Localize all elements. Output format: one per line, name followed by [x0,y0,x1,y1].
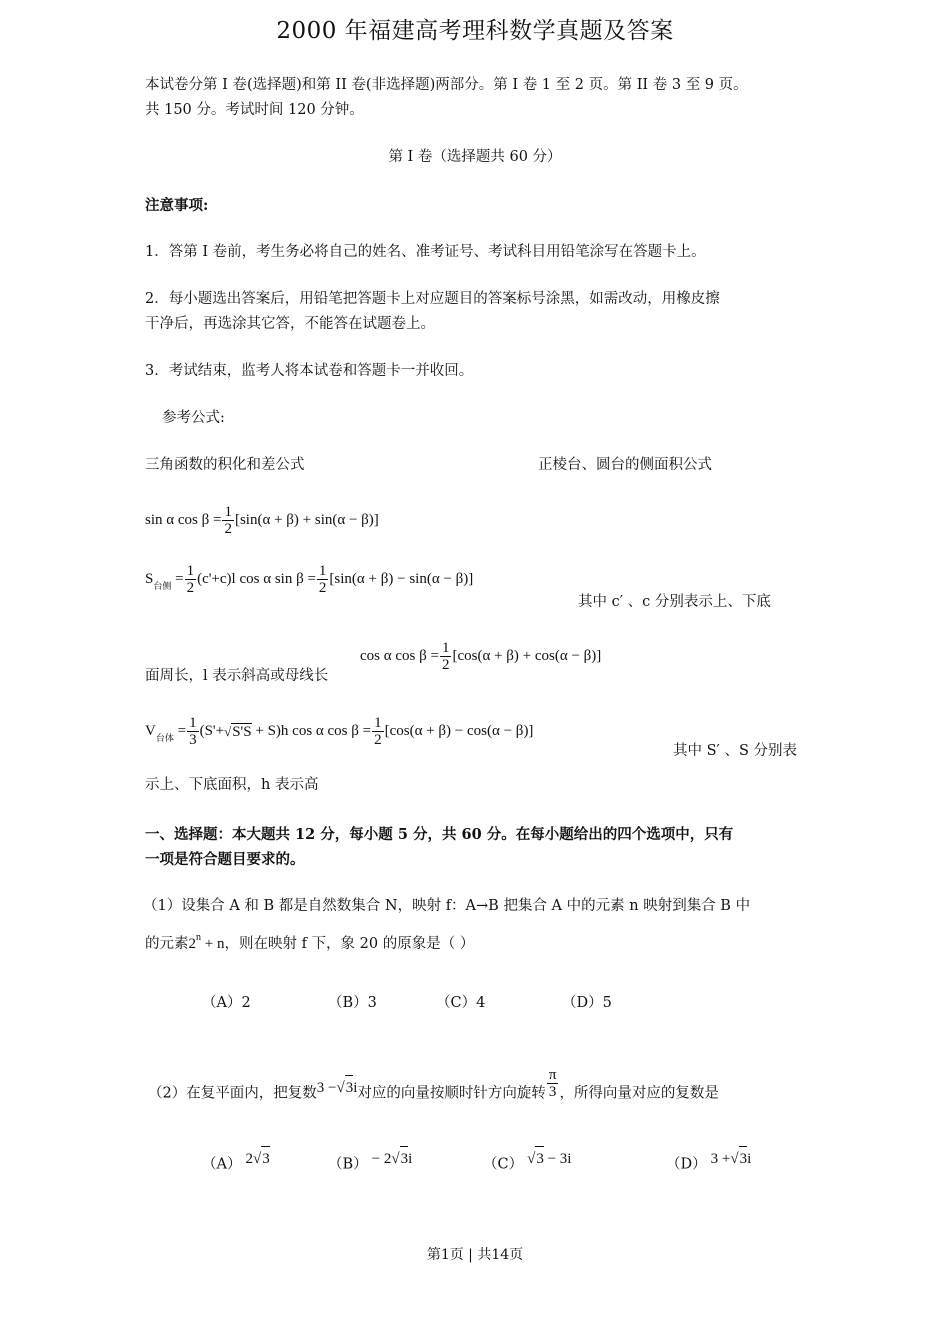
notice-item-2-line-1: 2．每小题选出答案后，用铅笔把答题卡上对应题目的答案标号涂黑，如需改动，用橡皮擦 [145,291,720,307]
formula-sin-cos: sin α cos β = $\frac{1}{2}$ [sin(α + β) + sin(α − β)] [145,504,379,537]
option-label: （B） [328,1156,368,1173]
notice-item-1: 1．答第 I 卷前，考生务必将自己的姓名、准考证号、考试科目用铅笔涂写在答题卡上。 [145,244,706,260]
note-s-line-2: 示上、下底面积，h 表示高 [145,777,319,793]
intro-line-1: 本试卷分第 I 卷(选择题)和第 II 卷(非选择题)两部分。第 I 卷 1 至 2 页。第 II 卷 3 至 9 页。 [145,77,748,93]
note-s-line-1: 其中 S′ 、S 分别表 [673,743,797,759]
intro-line-2: 共 150 分。考试时间 120 分钟。 [145,102,364,118]
option-c-expression: √ 3 − 3i [527,1146,571,1172]
question-1-option-a[interactable]: （A）2 [202,995,251,1011]
fraction-third: $\frac{1}{3}$ [189,715,197,748]
fraction-half: $\frac{1}{2}$ [318,563,327,596]
question-1-text-after: ，则在映射 f 下，象 20 的原象是（ ） [224,936,475,952]
option-label: （C） [483,1156,524,1173]
notice-item-2-line-2: 干净后，再选涂其它答，不能答在试题卷上。 [145,316,435,332]
option-b-expression: − 2 √ 3 i [372,1146,413,1172]
expression-2-power-n-plus-n: 2 n + n [188,932,225,952]
question-2-text-after: ，所得向量对应的复数是 [559,1085,719,1102]
trig-formula-heading: 三角函数的积化和差公式 [145,457,305,473]
fraction-half: $\frac{1}{2}$ [186,563,195,596]
option-label: （D） [666,1156,707,1173]
question-2-option-b[interactable] [328,1152,412,1178]
lateral-area-heading: 正棱台、圆台的侧面积公式 [538,457,712,473]
fraction-half: $\frac{1}{2}$ [374,715,382,748]
part1-heading: 第 I 卷（选择题共 60 分） [388,149,562,165]
complex-number-3-minus-sqrt3-i: 3 − √ 3 i [317,1075,358,1101]
question-2-text-middle: 对应的向量按顺时针方向旋转 [357,1085,546,1102]
fraction-half: $\frac{1}{2}$ [441,640,450,673]
question-1-text-before: 的元素 [145,936,189,952]
formula-heading: 参考公式: [162,410,225,426]
question-2-option-c[interactable] [483,1152,571,1178]
formula-cos-cos: cos α cos β = $\frac{1}{2}$ [cos(α + β) + cos(α − β)] [360,640,602,673]
section-1-line-1: 一、选择题：本大题共 12 分，每小题 5 分，共 60 分。在每小题给出的四个选项中，只有 [145,826,734,843]
question-2-option-d[interactable] [666,1152,751,1178]
question-2-text-before: （2）在复平面内，把复数 [148,1085,317,1102]
fraction-half: $\frac{1}{2}$ [224,504,232,537]
question-1-line-1: （1）设集合 A 和 B 都是自然数集合 N，映射 f：A→B 把集合 A 中的元素 n 映射到集合 B 中 [143,898,751,914]
notice-item-3: 3．考试结束，监考人将本试卷和答题卡一并收回。 [145,363,474,379]
formula-lateral-cos-sin: S 台侧 = $\frac{1}{2}$ (c'+c)l cos α sin β = $\frac{1}{2}$ [sin(α + β) − sin(α − β)] [145,563,474,596]
page-footer: 第1页 | 共14页 [426,1247,524,1263]
section-1-line-2: 一项是符合题目要求的。 [145,851,305,868]
page-title: 2000 年福建高考理科数学真题及答案 [276,18,674,44]
question-1-option-b[interactable]: （B）3 [328,995,377,1011]
fraction-pi-over-3: $\frac{\pi}{3}$ [548,1067,557,1100]
option-d-expression: 3 + √ 3 i [711,1146,752,1172]
notice-heading: 注意事项: [145,197,209,214]
option-label: （A） [202,1156,242,1173]
note-c-line-2: 面周长，l 表示斜高或母线长 [145,668,329,684]
formula-volume-cos-cos: V 台体 = $\frac{1}{3}$ (S'+ √ S'S + S)h cos α cos β = $\frac{1}{2}$ [cos(α + β) − cos(α − β)] [145,715,534,748]
question-1-option-c[interactable]: （C）4 [436,995,486,1011]
option-a-expression: 2 √ 3 [245,1146,269,1172]
question-1-line-2 [145,932,474,957]
question-2-line [148,1067,719,1110]
question-1-option-d[interactable]: （D）5 [562,995,612,1011]
note-c-line-1: 其中 c′ 、c 分别表示上、下底 [578,594,771,610]
question-2-option-a[interactable] [202,1152,270,1178]
